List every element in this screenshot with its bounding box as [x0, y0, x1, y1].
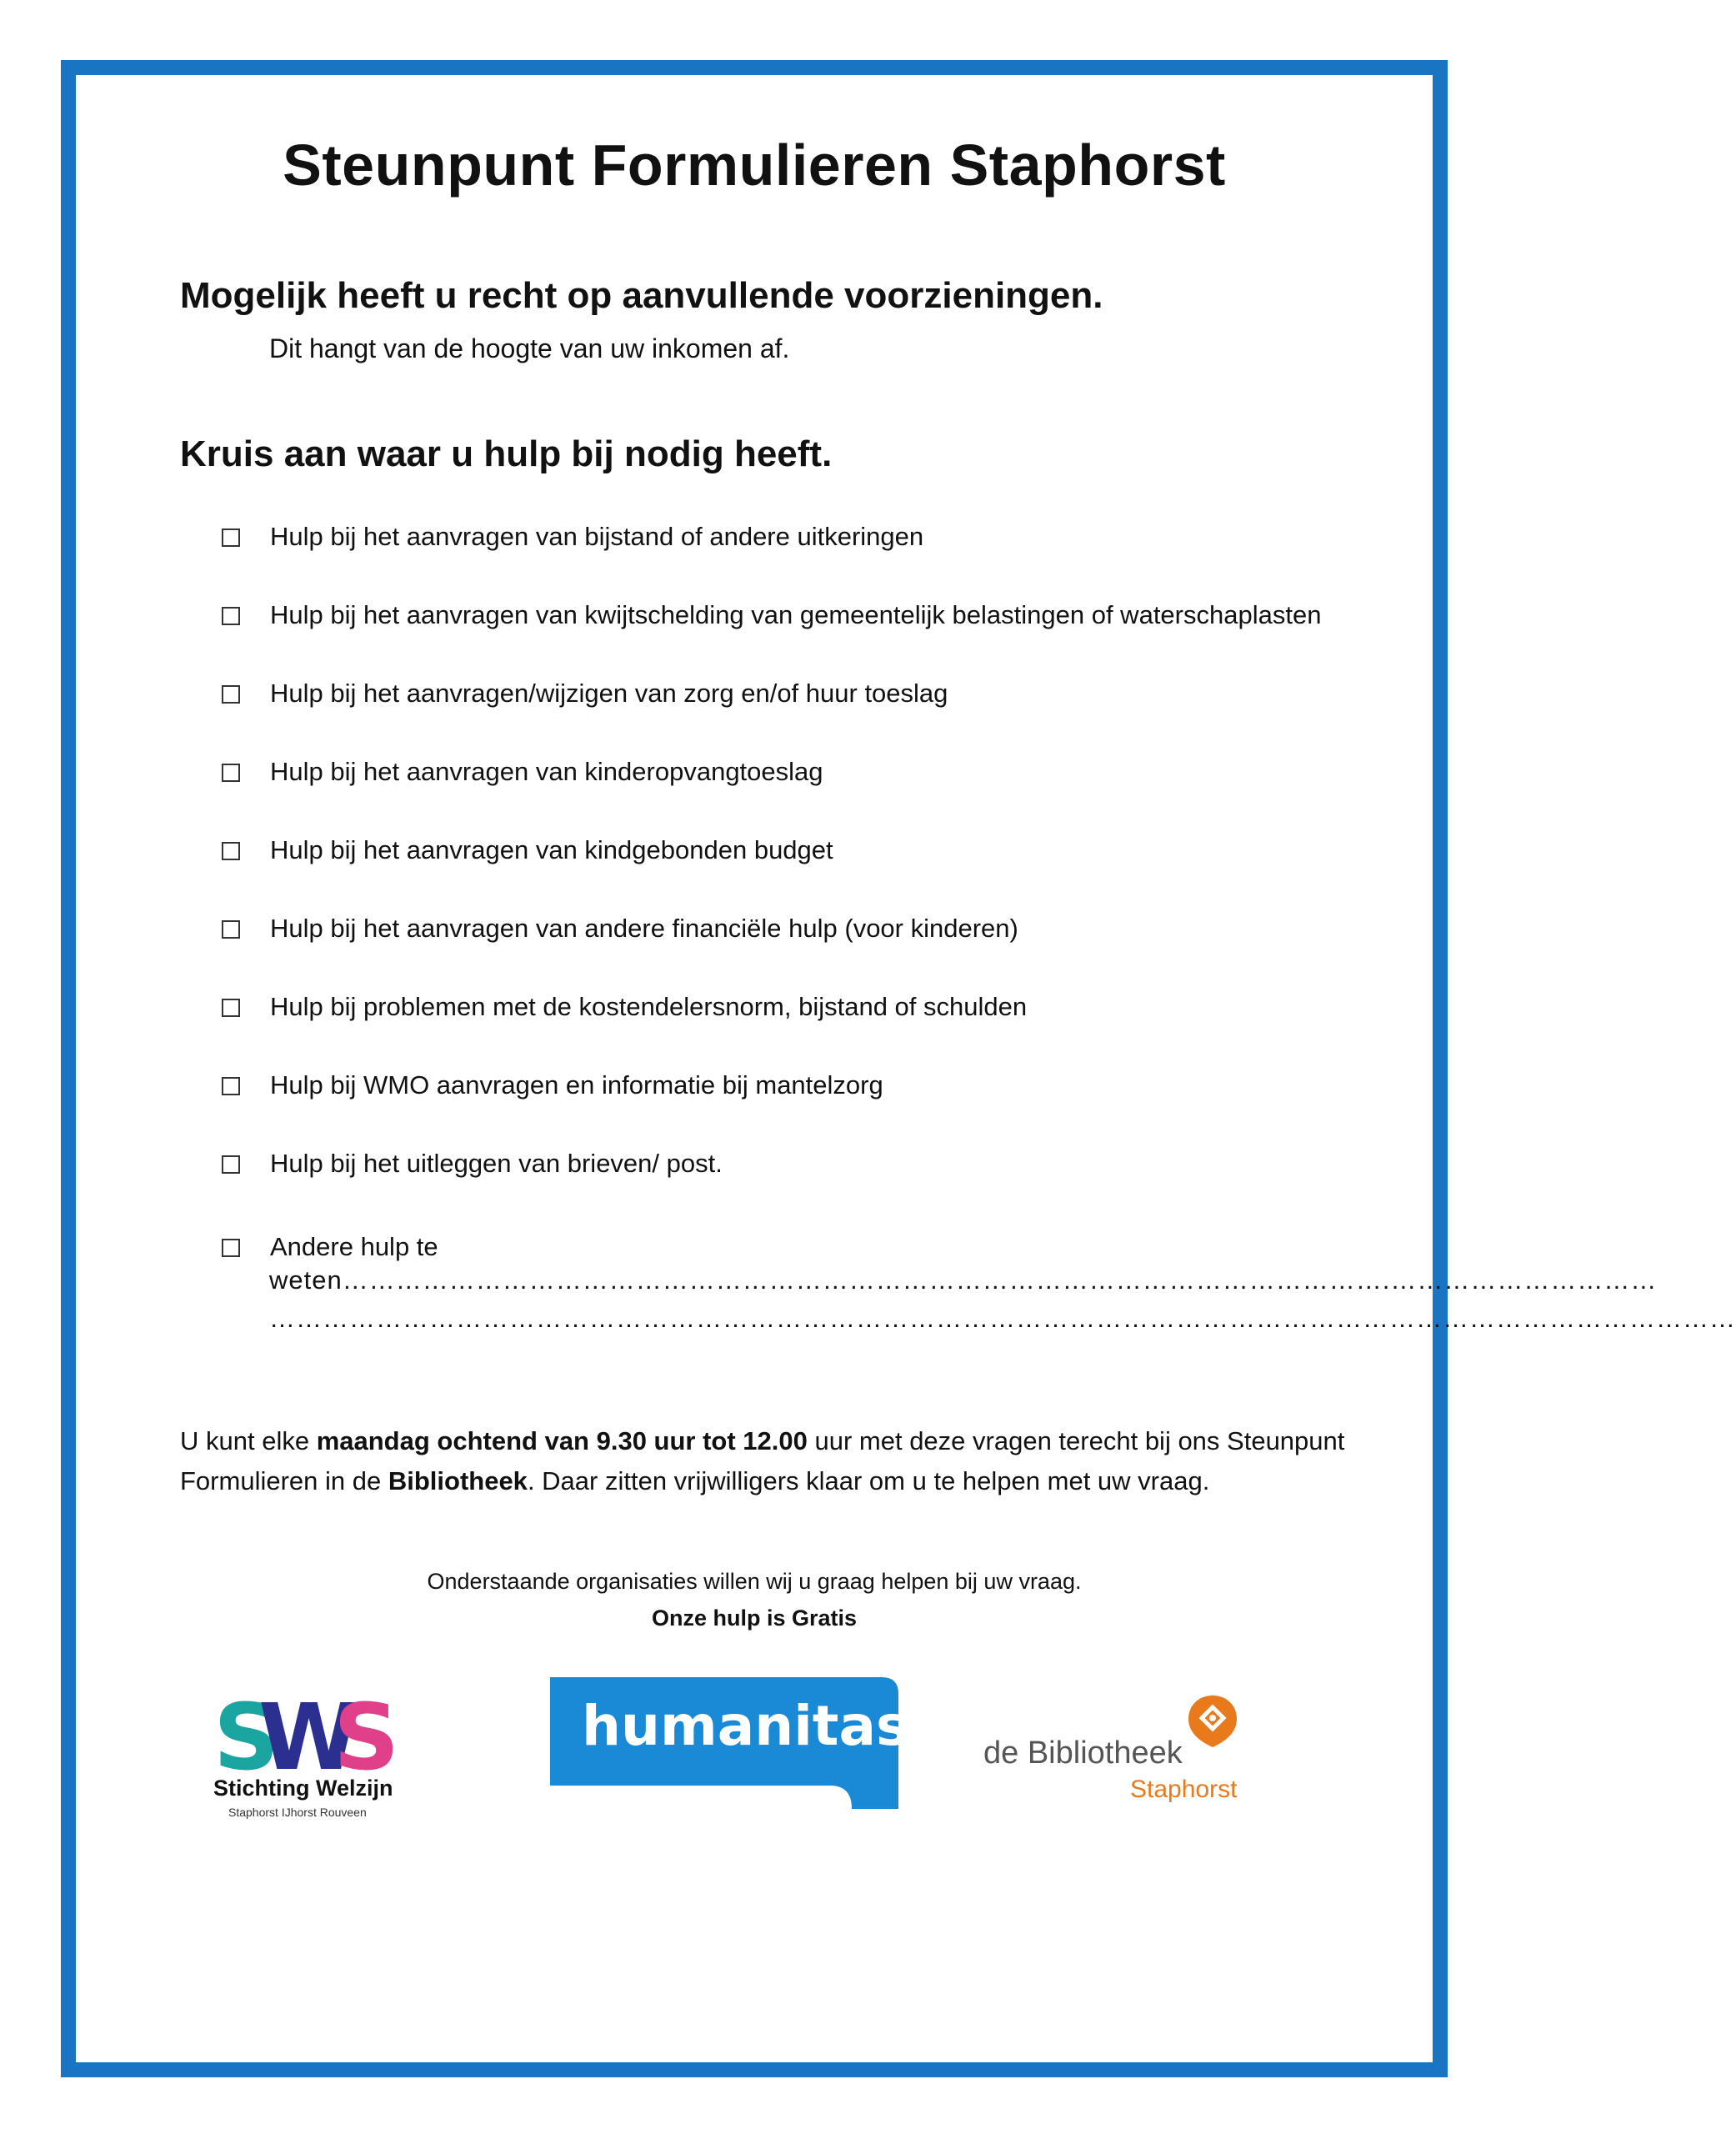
sws-name: Stichting Welzijn	[213, 1776, 393, 1801]
checklist-item[interactable]: Hulp bij het aanvragen van andere financiële hulp (voor kinderen)	[222, 909, 1355, 987]
checkbox[interactable]	[222, 1077, 240, 1095]
other-help-line-1[interactable]: weten……………………………………………………………………………………………………….…………………………	[269, 1265, 1658, 1295]
bibliotheek-location: Staphorst	[1130, 1776, 1238, 1803]
opening-hours-paragraph: U kunt elke maandag ochtend van 9.30 uur tot 12.00 uur met deze vragen terecht bij ons Steunpunt Formulieren in de Bibliotheek. Daar zitten vrijwilligers klaar om u te helpen met uw vraag.	[180, 1426, 1345, 1495]
checklist-item[interactable]: Hulp bij het aanvragen van kinderopvangtoeslag	[222, 752, 1355, 830]
opening-time: maandag ochtend van 9.30 uur tot 12.00	[316, 1426, 808, 1455]
checkbox[interactable]	[222, 1155, 240, 1174]
heading-eligibility: Mogelijk heeft u recht op aanvullende voorzieningen.	[180, 275, 1103, 316]
checklist-item[interactable]: Hulp bij het aanvragen van kindgebonden budget	[222, 830, 1355, 909]
location-name: Bibliotheek	[388, 1466, 528, 1495]
other-help-line-2[interactable]: …………………………………………………………………………………………………………………………………………………	[269, 1304, 1736, 1333]
checklist-item[interactable]: Hulp bij het aanvragen van bijstand of andere uitkeringen	[222, 517, 1355, 595]
checkbox[interactable]	[222, 685, 240, 704]
checkbox[interactable]	[222, 764, 240, 782]
checkbox[interactable]	[222, 920, 240, 939]
sws-tagline: Staphorst IJhorst Rouveen	[228, 1806, 367, 1819]
checklist-item[interactable]: Hulp bij WMO aanvragen en informatie bij mantelzorg	[222, 1065, 1355, 1144]
bibliotheek-logo	[983, 1692, 1267, 1826]
checklist-item[interactable]: Hulp bij het aanvragen/wijzigen van zorg en/of huur toeslag	[222, 674, 1355, 752]
svg-text:W: W	[258, 1684, 345, 1791]
checkbox[interactable]	[222, 1239, 240, 1257]
checkbox[interactable]	[222, 999, 240, 1017]
checkbox[interactable]	[222, 842, 240, 860]
checkbox[interactable]	[222, 528, 240, 547]
free-help-line: Onze hulp is Gratis	[651, 1606, 858, 1631]
humanitas-logo	[550, 1677, 909, 1811]
sws-logo	[208, 1684, 400, 1834]
bibliotheek-icon	[1183, 1692, 1242, 1751]
heading-eligibility-sub: Dit hangt van de hoogte van uw inkomen af.	[269, 333, 790, 363]
other-help-item[interactable]	[222, 1227, 438, 1267]
heading-checklist: Kruis aan waar u hulp bij nodig heeft.	[180, 433, 833, 474]
organisations-line: Onderstaande organisaties willen wij u graag helpen bij uw vraag.	[427, 1569, 1082, 1594]
checklist-item[interactable]: Hulp bij problemen met de kostendelersnorm, bijstand of schulden	[222, 987, 1355, 1065]
humanitas-wordmark: humanitas	[582, 1694, 909, 1758]
svg-text:S: S	[333, 1684, 400, 1791]
other-help-label: Andere hulp te	[270, 1232, 438, 1261]
page-title: Steunpunt Formulieren Staphorst	[283, 133, 1226, 198]
bibliotheek-wordmark: de Bibliotheek	[983, 1736, 1183, 1771]
checklist-item[interactable]: Hulp bij het uitleggen van brieven/ post.	[222, 1144, 1355, 1222]
checkbox[interactable]	[222, 607, 240, 625]
svg-text:S: S	[213, 1684, 265, 1791]
checklist-item[interactable]: Hulp bij het aanvragen van kwijtschelding van gemeentelijk belastingen of waterschaplasten	[222, 595, 1355, 674]
help-checklist	[222, 517, 1355, 1222]
